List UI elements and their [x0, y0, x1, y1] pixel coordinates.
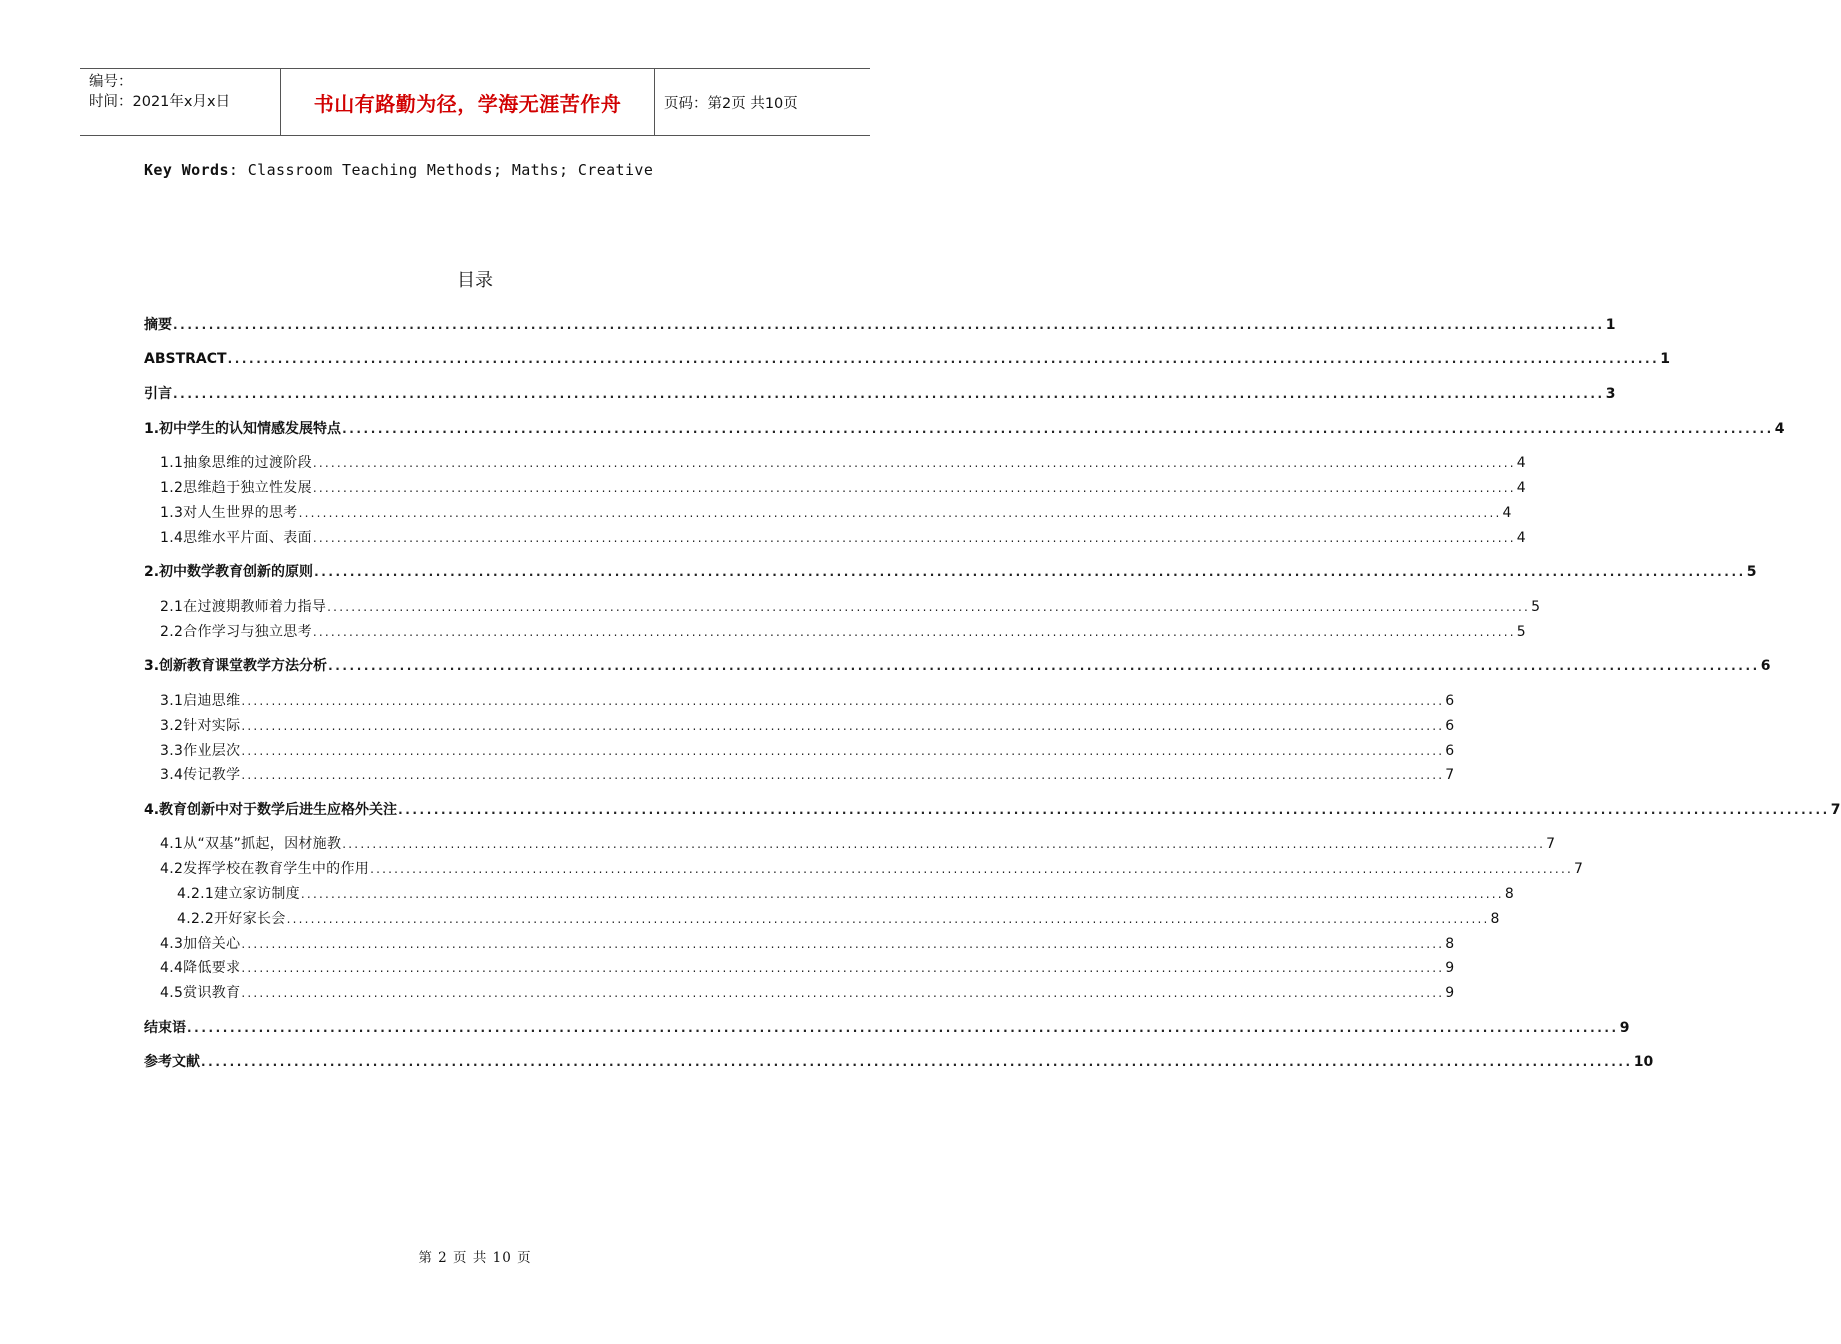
toc-leader-dots: ........................................................................................................................................................................................................: [227, 352, 1660, 366]
toc-entry-page: 1: [1660, 351, 1671, 367]
toc-entry-page: 8: [1504, 886, 1515, 902]
keywords-line: [144, 161, 653, 179]
toc-entry[interactable]: [160, 528, 1526, 548]
toc-leader-dots: ........................................................................................................................................................................................................: [327, 600, 1531, 614]
keywords-label: Key Words: [144, 161, 229, 179]
toc-entry-label: 1.2思维趋于独立性发展: [160, 480, 312, 496]
header-table: [80, 68, 870, 136]
toc-entry[interactable]: [160, 622, 1526, 642]
toc-leader-dots: ........................................................................................................................................................................................................: [312, 481, 1516, 495]
toc-entry-label: 4.2.1建立家访制度: [177, 886, 300, 902]
toc-entry-page: 4: [1516, 530, 1526, 546]
toc-entry-label: 4.2发挥学校在教育学生中的作用: [160, 861, 370, 877]
toc-entry-page: 9: [1445, 960, 1455, 976]
toc-entry-page: 1: [1605, 317, 1616, 333]
toc-leader-dots: ........................................................................................................................................................................................................: [241, 744, 1445, 758]
toc-leader-dots: ........................................................................................................................................................................................................: [187, 1021, 1619, 1035]
toc-entry-label: 3.创新教育课堂教学方法分析: [144, 658, 328, 674]
toc-entry[interactable]: [160, 765, 1455, 785]
toc-leader-dots: ........................................................................................................................................................................................................: [241, 719, 1445, 733]
toc-entry-page: 7: [1546, 836, 1556, 852]
toc-entry-label: 4.3加倍关心: [160, 936, 241, 952]
toc-entry-label: 4.2.2开好家长会: [177, 911, 286, 927]
toc-entry[interactable]: [160, 503, 1512, 523]
toc-entry[interactable]: [144, 349, 1671, 369]
header-motto: 书山有路勤为径，学海无涯苦作舟: [281, 69, 655, 135]
toc-entry-label: 3.1启迪思维: [160, 693, 241, 709]
toc-entry-label: 参考文献: [144, 1054, 200, 1070]
time-label: 时间：2021年x月x日: [89, 94, 231, 110]
toc-entry-page: 10: [1633, 1054, 1654, 1070]
toc-entry-page: 4: [1516, 480, 1526, 496]
toc-entry-label: 3.4传记教学: [160, 767, 241, 783]
toc-entry-page: 6: [1445, 693, 1455, 709]
toc-entry-page: 9: [1445, 985, 1455, 1001]
toc-entry[interactable]: [144, 800, 1841, 820]
toc-entry[interactable]: [177, 909, 1500, 929]
toc-leader-dots: ........................................................................................................................................................................................................: [241, 937, 1445, 951]
toc-entry-label: 2.初中数学教育创新的原则: [144, 564, 314, 580]
toc-entry[interactable]: [144, 315, 1616, 335]
toc-entry[interactable]: [160, 859, 1584, 879]
toc-leader-dots: ........................................................................................................................................................................................................: [241, 961, 1445, 975]
number-label: 编号：: [89, 74, 133, 90]
toc-entry-page: 7: [1830, 802, 1841, 818]
toc-entry[interactable]: [144, 1018, 1630, 1038]
toc-leader-dots: ........................................................................................................................................................................................................: [398, 803, 1830, 817]
toc-entry[interactable]: [144, 384, 1616, 404]
toc-leader-dots: ........................................................................................................................................................................................................: [241, 694, 1445, 708]
toc-entry-label: 3.2针对实际: [160, 718, 241, 734]
toc-entry-label: ABSTRACT: [144, 351, 227, 367]
toc-leader-dots: ........................................................................................................................................................................................................: [201, 1055, 1633, 1069]
toc-entry[interactable]: [144, 656, 1771, 676]
toc-entry-label: 摘要: [144, 317, 172, 333]
toc-entry-label: 4.5赏识教育: [160, 985, 241, 1001]
toc-entry-label: 3.3作业层次: [160, 743, 241, 759]
toc-entry-page: 9: [1619, 1020, 1630, 1036]
toc-leader-dots: ........................................................................................................................................................................................................: [342, 422, 1774, 436]
toc-entry-page: 4: [1502, 505, 1512, 521]
toc-leader-dots: ........................................................................................................................................................................................................: [312, 625, 1516, 639]
toc-entry-page: 7: [1445, 767, 1455, 783]
toc-entry[interactable]: [160, 958, 1455, 978]
toc-entry[interactable]: [160, 691, 1455, 711]
toc-entry-label: 2.2合作学习与独立思考: [160, 624, 312, 640]
toc-leader-dots: ........................................................................................................................................................................................................: [286, 912, 1490, 926]
toc-entry[interactable]: [160, 478, 1526, 498]
toc-leader-dots: ........................................................................................................................................................................................................: [328, 659, 1760, 673]
toc-entry[interactable]: [144, 419, 1785, 439]
toc-leader-dots: ........................................................................................................................................................................................................: [370, 862, 1573, 876]
toc-entry-page: 5: [1531, 599, 1541, 615]
toc-entry-page: 6: [1445, 718, 1455, 734]
page-footer: 第 2 页 共 10 页: [418, 1250, 532, 1266]
toc-entry-label: 引言: [144, 386, 172, 402]
toc-leader-dots: ........................................................................................................................................................................................................: [173, 387, 1605, 401]
toc-entry-page: 8: [1490, 911, 1500, 927]
toc-entry[interactable]: [177, 884, 1515, 904]
toc-entry-page: 5: [1746, 564, 1757, 580]
toc-entry[interactable]: [160, 834, 1556, 854]
toc-entry-label: 1.初中学生的认知情感发展特点: [144, 421, 342, 437]
toc-entry-label: 4.1从“双基”抓起，因材施教: [160, 836, 342, 852]
toc-entry-page: 4: [1516, 455, 1526, 471]
toc-entry-page: 4: [1774, 421, 1785, 437]
toc-entry-label: 2.1在过渡期教师着力指导: [160, 599, 327, 615]
toc-entry[interactable]: [160, 597, 1541, 617]
toc-entry-label: 4.4降低要求: [160, 960, 241, 976]
toc-leader-dots: ........................................................................................................................................................................................................: [173, 318, 1605, 332]
toc-entry-label: 1.3对人生世界的思考: [160, 505, 298, 521]
toc-entry[interactable]: [160, 716, 1455, 736]
toc-entry-page: 6: [1760, 658, 1771, 674]
toc-leader-dots: ........................................................................................................................................................................................................: [342, 837, 1546, 851]
toc-title: 目录: [457, 270, 493, 291]
toc-entry-label: 结束语: [144, 1020, 186, 1036]
header-page-label: 页码：第2页 共10页: [664, 95, 798, 112]
toc-leader-dots: ........................................................................................................................................................................................................: [241, 986, 1445, 1000]
toc-entry-label: 1.1抽象思维的过渡阶段: [160, 455, 312, 471]
toc-leader-dots: ........................................................................................................................................................................................................: [300, 887, 1504, 901]
toc-entry-page: 6: [1445, 743, 1455, 759]
toc-entry[interactable]: [160, 934, 1455, 954]
toc-entry-page: 3: [1605, 386, 1616, 402]
toc-entry-page: 5: [1516, 624, 1526, 640]
toc-entry[interactable]: [144, 1052, 1654, 1072]
toc-entry-label: 1.4思维水平片面、表面: [160, 530, 312, 546]
toc-leader-dots: ........................................................................................................................................................................................................: [241, 768, 1445, 782]
toc-entry-page: 7: [1573, 861, 1584, 877]
toc-entry-page: 8: [1445, 936, 1455, 952]
toc-leader-dots: ........................................................................................................................................................................................................: [312, 531, 1516, 545]
toc-leader-dots: ........................................................................................................................................................................................................: [298, 506, 1502, 520]
toc-leader-dots: ........................................................................................................................................................................................................: [314, 565, 1746, 579]
keywords-text: : Classroom Teaching Methods; Maths; Creative: [228, 161, 654, 179]
toc-entry-label: 4.教育创新中对于数学后进生应格外关注: [144, 802, 398, 818]
toc-entry[interactable]: [160, 983, 1455, 1003]
header-left-cell: [80, 69, 281, 135]
toc-leader-dots: ........................................................................................................................................................................................................: [312, 456, 1516, 470]
toc-entry[interactable]: [144, 562, 1757, 582]
toc-entry[interactable]: [160, 453, 1526, 473]
toc-entry[interactable]: [160, 741, 1455, 761]
